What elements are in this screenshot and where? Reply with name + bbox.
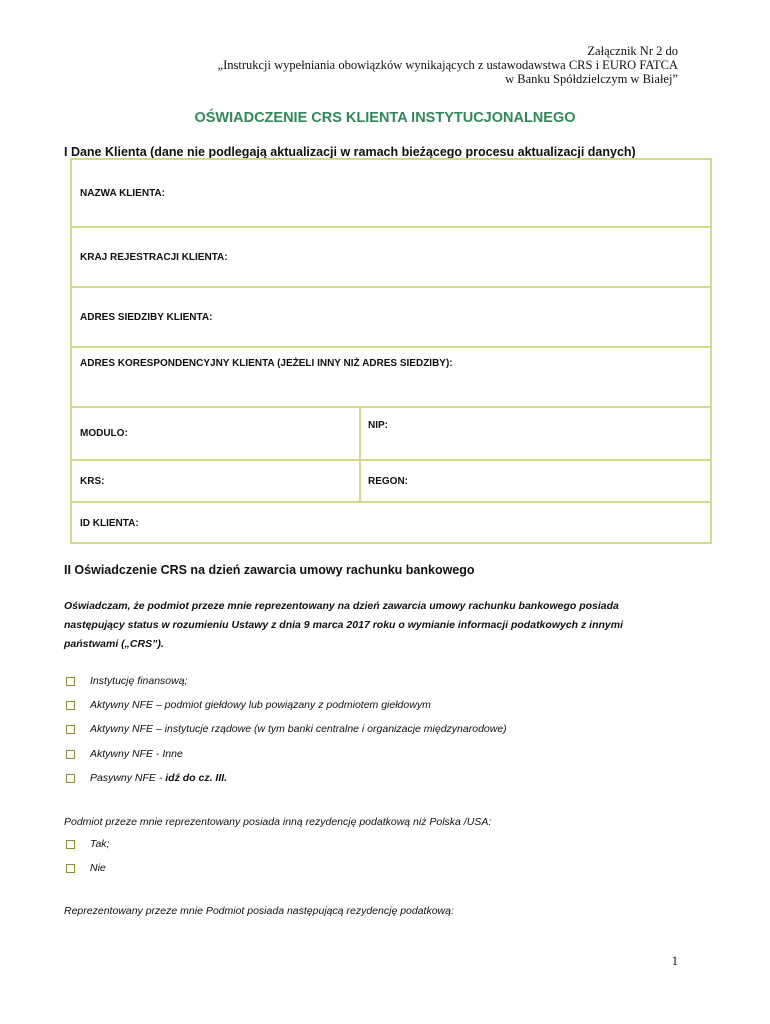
option-aktywny-rzadowe-label: Aktywny NFE – instytucje rządowe (w tym banki centralne i organizacje międzynarodowe) [90,723,507,735]
section-2-heading: II Oświadczenie CRS na dzień zawarcia umowy rachunku bankowego [64,563,475,577]
field-modulo-label: MODULO: [80,428,128,439]
row-koresp [72,348,710,408]
client-data-table [70,158,712,544]
field-id-label: ID KLIENTA: [80,518,139,529]
document-title: OŚWIADCZENIE CRS KLIENTA INSTYTUCJONALNEGO [194,110,576,126]
option-pasywny-text: Pasywny NFE - [90,772,166,784]
statement-paragraph [64,597,684,654]
checkbox-tak[interactable] [66,840,75,849]
option-instytucja [66,675,187,687]
field-krs-label: KRS: [80,476,105,487]
field-koresp-label: ADRES KORESPONDENCYJNY KLIENTA (JEŻELI INNY NIŻ ADRES SIEDZIBY): [80,358,453,369]
annex-line-1: Załącznik Nr 2 do [587,44,678,58]
option-pasywny-bold: idź do cz. III. [165,772,228,784]
residency-followup: Reprezentowany przeze mnie Podmiot posiada następującą rezydencję podatkową: [64,905,454,917]
statement-line-2: następujący status w rozumieniu Ustawy z dnia 9 marca 2017 roku o wymianie informacji podatkowych z innymi [64,619,623,631]
checkbox-pasywny[interactable] [66,774,75,783]
checkbox-instytucja[interactable] [66,677,75,686]
option-pasywny [66,772,227,784]
field-nip-label: NIP: [368,420,388,431]
row-modulo-nip [72,408,710,461]
annex-line-3: w Banku Spółdzielczym w Białej” [505,72,678,86]
statement-line-1: Oświadczam, że podmiot przeze mnie reprezentowany na dzień zawarcia umowy rachunku bankowego posiada [64,600,619,612]
field-regon-label: REGON: [368,476,408,487]
option-aktywny-gieldowy-label: Aktywny NFE – podmiot giełdowy lub powiązany z podmiotem giełdowym [90,699,431,711]
statement-line-3: państwami („CRS”). [64,638,164,650]
column-divider [359,408,361,503]
field-kraj-label: KRAJ REJESTRACJI KLIENTA: [80,252,228,263]
option-aktywny-inne [66,748,183,760]
option-instytucja-label: Instytucję finansową; [90,675,188,687]
checkbox-nie[interactable] [66,864,75,873]
row-nazwa [72,160,710,228]
checkbox-aktywny-gieldowy[interactable] [66,701,75,710]
row-kraj [72,228,710,288]
page-number: 1 [671,954,678,968]
option-aktywny-rzadowe [66,723,507,735]
checkbox-aktywny-rzadowe[interactable] [66,725,75,734]
row-id [72,503,710,544]
checkbox-aktywny-inne[interactable] [66,750,75,759]
option-aktywny-inne-label: Aktywny NFE - Inne [90,748,183,760]
option-nie [66,862,106,874]
option-tak [66,838,109,850]
section-1-heading: I Dane Klienta (dane nie podlegają aktualizacji w ramach bieżącego procesu aktualizacji danych) [64,145,636,159]
option-tak-label: Tak; [90,838,110,850]
row-adres [72,288,710,348]
annex-line-2: „Instrukcji wypełniania obowiązków wynikających z ustawodawstwa CRS i EURO FATCA [217,58,678,72]
field-adres-label: ADRES SIEDZIBY KLIENTA: [80,312,213,323]
field-nazwa-label: NAZWA KLIENTA: [80,188,165,199]
residency-question: Podmiot przeze mnie reprezentowany posiada inną rezydencję podatkową niż Polska /USA: [64,816,492,828]
option-aktywny-gieldowy [66,699,431,711]
option-nie-label: Nie [90,862,106,874]
row-krs-regon [72,461,710,503]
annex-header [118,44,678,86]
option-pasywny-label [90,772,227,784]
